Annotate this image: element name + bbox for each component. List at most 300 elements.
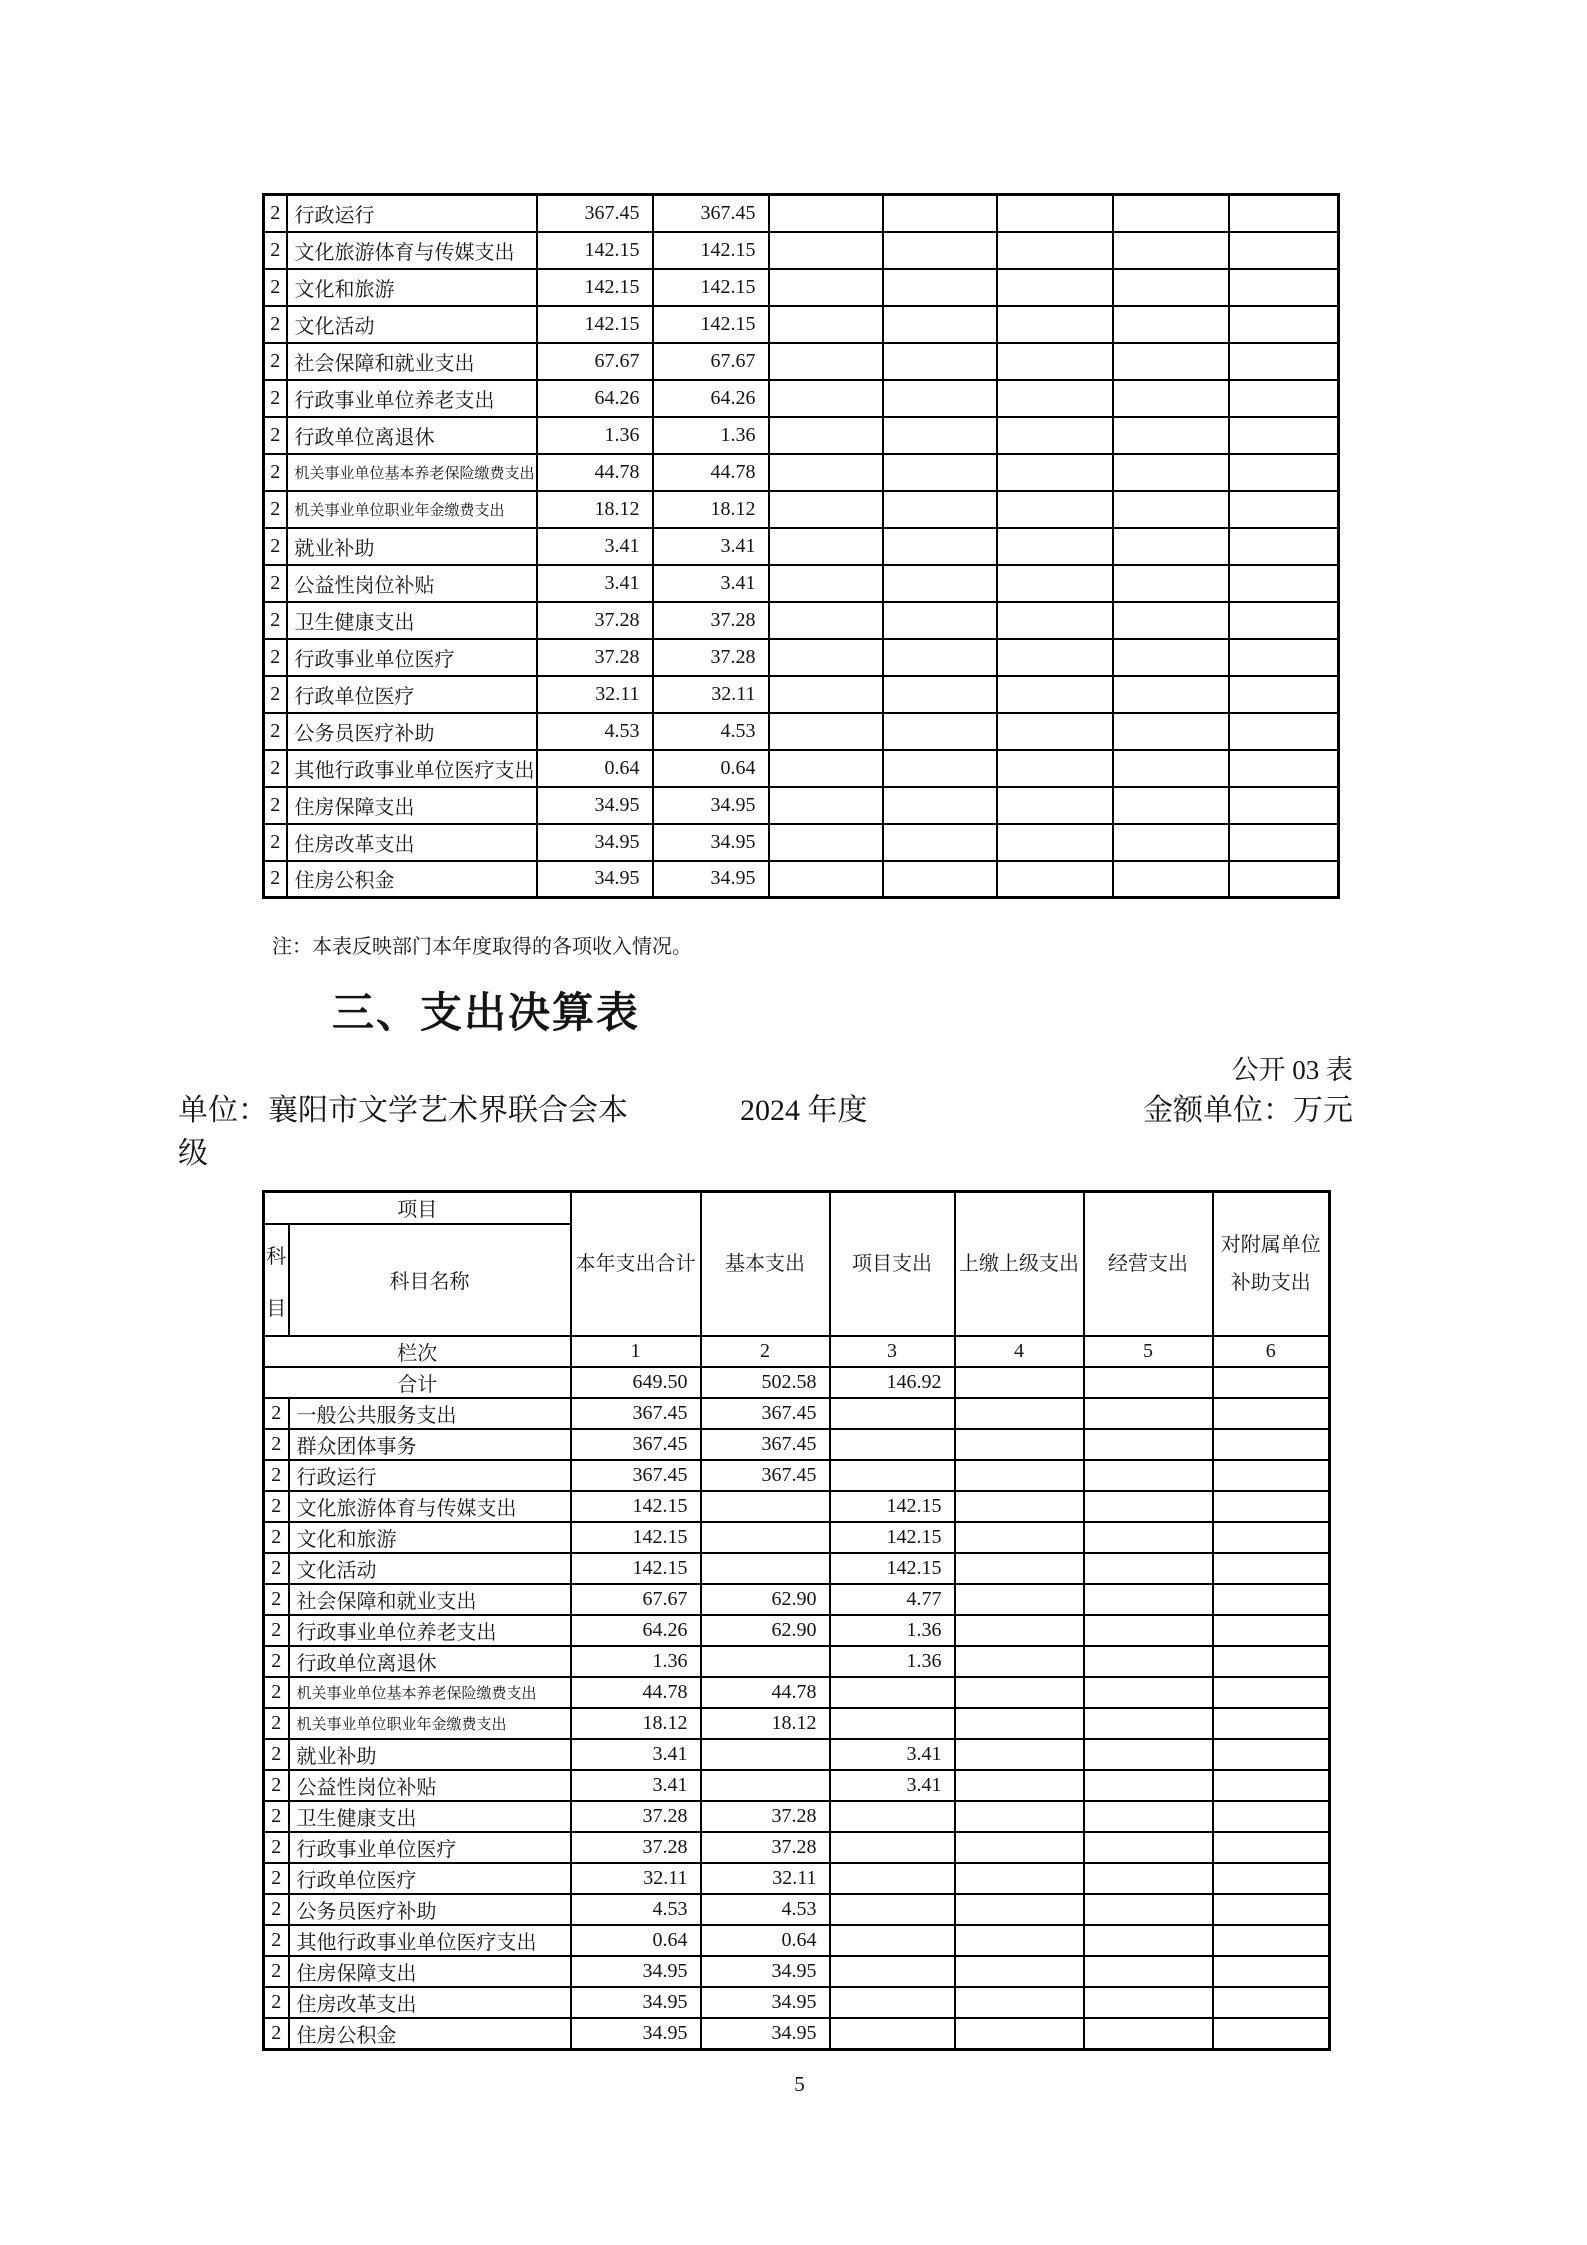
subject-code-cell: 2 (264, 1956, 289, 1987)
expenditure-value-cell: 142.15 (571, 1491, 701, 1522)
expenditure-value-cell: 34.95 (701, 1987, 830, 2018)
total-value-cell: 649.50 (571, 1367, 701, 1398)
empty-value-cell (997, 565, 1113, 602)
expenditure-value-cell: 1.36 (830, 1646, 955, 1677)
rank-label-cell: 栏次 (264, 1336, 571, 1367)
subject-code-cell: 2 (264, 1522, 289, 1553)
expenditure-value-cell (1213, 1708, 1330, 1739)
subject-code-cell: 2 (264, 565, 287, 602)
expenditure-value-cell: 3.41 (830, 1739, 955, 1770)
expenditure-value-cell: 37.28 (701, 1801, 830, 1832)
empty-value-cell (1229, 565, 1339, 602)
expenditure-value-cell (955, 1832, 1084, 1863)
expenditure-row (264, 1460, 1330, 1491)
expenditure-value-cell (955, 1739, 1084, 1770)
expenditure-row (264, 1739, 1330, 1770)
expenditure-value-cell (1084, 1398, 1213, 1429)
expenditure-value-cell (830, 1832, 955, 1863)
empty-value-cell (769, 269, 883, 306)
subject-name-cell: 行政事业单位医疗 (287, 639, 537, 676)
empty-value-cell (1229, 824, 1339, 861)
income-row (264, 454, 1339, 491)
expenditure-value-cell: 367.45 (701, 1398, 830, 1429)
empty-value-cell (1229, 380, 1339, 417)
empty-value-cell (997, 380, 1113, 417)
fiscal-income-cell: 142.15 (653, 306, 769, 343)
expenditure-value-cell (1213, 1460, 1330, 1491)
expenditure-row (264, 1708, 1330, 1739)
column-header-cell: 本年支出合计 (571, 1192, 701, 1336)
expenditure-value-cell (1084, 1646, 1213, 1677)
subject-code-cell: 2 (264, 1770, 289, 1801)
subject-name-cell: 住房保障支出 (287, 787, 537, 824)
expenditure-value-cell (955, 1646, 1084, 1677)
expenditure-value-cell (701, 1553, 830, 1584)
subject-code-cell: 2 (264, 787, 287, 824)
expenditure-row (264, 1429, 1330, 1460)
subject-code-header-cell: 科目 (264, 1224, 289, 1336)
income-row (264, 824, 1339, 861)
subject-code-cell: 2 (264, 195, 287, 232)
empty-value-cell (1113, 232, 1229, 269)
expenditure-value-cell (955, 1460, 1084, 1491)
empty-value-cell (1113, 195, 1229, 232)
expenditure-value-cell (955, 1770, 1084, 1801)
income-total-cell: 44.78 (537, 454, 653, 491)
expenditure-row (264, 1832, 1330, 1863)
empty-value-cell (997, 306, 1113, 343)
income-table-note: 注：本表反映部门本年度取得的各项收入情况。 (272, 936, 692, 958)
fiscal-income-cell: 1.36 (653, 417, 769, 454)
expenditure-value-cell (955, 1925, 1084, 1956)
empty-value-cell (1229, 269, 1339, 306)
empty-value-cell (1113, 454, 1229, 491)
empty-value-cell (1229, 491, 1339, 528)
expenditure-value-cell (955, 1398, 1084, 1429)
empty-value-cell (883, 713, 997, 750)
income-total-cell: 18.12 (537, 491, 653, 528)
expenditure-value-cell (955, 1708, 1084, 1739)
expenditure-value-cell (1084, 1677, 1213, 1708)
subject-code-cell: 2 (264, 306, 287, 343)
expenditure-value-cell (1213, 1491, 1330, 1522)
expenditure-value-cell (1084, 1708, 1213, 1739)
expenditure-value-cell: 142.15 (830, 1553, 955, 1584)
expenditure-value-cell (955, 1553, 1084, 1584)
subject-code-cell: 2 (264, 1708, 289, 1739)
expenditure-row (264, 1956, 1330, 1987)
expenditure-value-cell (955, 1429, 1084, 1460)
fiscal-income-cell: 34.95 (653, 861, 769, 898)
expenditure-value-cell (701, 1646, 830, 1677)
expenditure-value-cell (955, 1677, 1084, 1708)
income-row (264, 380, 1339, 417)
subject-code-cell: 2 (264, 2018, 289, 2050)
empty-value-cell (883, 639, 997, 676)
subject-name-cell: 文化和旅游 (287, 269, 537, 306)
empty-value-cell (1229, 306, 1339, 343)
subject-code-cell: 2 (264, 380, 287, 417)
expenditure-value-cell (1213, 1894, 1330, 1925)
subject-name-cell: 公务员医疗补助 (289, 1894, 571, 1925)
empty-value-cell (769, 787, 883, 824)
rank-row (264, 1336, 1330, 1367)
expenditure-row (264, 1987, 1330, 2018)
empty-value-cell (1113, 343, 1229, 380)
expenditure-value-cell (1084, 1739, 1213, 1770)
total-value-cell: 502.58 (701, 1367, 830, 1398)
form-number-label: 公开 03 表 (1231, 1055, 1353, 1085)
expenditure-value-cell (1084, 1956, 1213, 1987)
empty-value-cell (769, 380, 883, 417)
subject-name-header-cell: 科目名称 (289, 1224, 571, 1336)
empty-value-cell (883, 565, 997, 602)
empty-value-cell (997, 750, 1113, 787)
empty-value-cell (769, 565, 883, 602)
empty-value-cell (1113, 528, 1229, 565)
subject-name-cell: 文化和旅游 (289, 1522, 571, 1553)
empty-value-cell (1113, 491, 1229, 528)
empty-value-cell (1113, 602, 1229, 639)
empty-value-cell (1229, 195, 1339, 232)
expenditure-value-cell: 18.12 (571, 1708, 701, 1739)
empty-value-cell (769, 232, 883, 269)
empty-value-cell (883, 306, 997, 343)
income-total-cell: 142.15 (537, 232, 653, 269)
empty-value-cell (1229, 639, 1339, 676)
rank-number-cell: 4 (955, 1336, 1084, 1367)
fiscal-income-cell: 4.53 (653, 713, 769, 750)
expenditure-value-cell (955, 1584, 1084, 1615)
empty-value-cell (1229, 602, 1339, 639)
income-total-cell: 142.15 (537, 306, 653, 343)
subject-code-cell: 2 (264, 1863, 289, 1894)
subject-name-cell: 住房保障支出 (289, 1956, 571, 1987)
empty-value-cell (883, 343, 997, 380)
expenditure-value-cell: 44.78 (571, 1677, 701, 1708)
fiscal-income-cell: 32.11 (653, 676, 769, 713)
empty-value-cell (1229, 454, 1339, 491)
rank-number-cell: 3 (830, 1336, 955, 1367)
empty-value-cell (1229, 343, 1339, 380)
empty-value-cell (769, 713, 883, 750)
subject-name-cell: 公务员医疗补助 (287, 713, 537, 750)
subject-name-cell: 行政运行 (287, 195, 537, 232)
income-row (264, 195, 1339, 232)
subject-name-cell: 行政单位医疗 (287, 676, 537, 713)
expenditure-table (262, 1190, 1331, 2051)
expenditure-value-cell: 62.90 (701, 1615, 830, 1646)
empty-value-cell (1113, 269, 1229, 306)
subject-name-cell: 机关事业单位基本养老保险缴费支出 (287, 454, 537, 491)
empty-value-cell (883, 676, 997, 713)
empty-value-cell (883, 195, 997, 232)
empty-value-cell (883, 232, 997, 269)
subject-name-cell: 行政事业单位养老支出 (289, 1615, 571, 1646)
subject-name-cell: 行政事业单位养老支出 (287, 380, 537, 417)
subject-code-cell: 2 (264, 269, 287, 306)
empty-value-cell (769, 417, 883, 454)
empty-value-cell (883, 602, 997, 639)
subject-code-cell: 2 (264, 1925, 289, 1956)
fiscal-income-cell: 3.41 (653, 528, 769, 565)
empty-value-cell (997, 824, 1113, 861)
section-title: 三、支出决算表 (332, 989, 641, 1036)
expenditure-value-cell: 367.45 (571, 1398, 701, 1429)
income-row (264, 676, 1339, 713)
subject-code-cell: 2 (264, 639, 287, 676)
expenditure-value-cell: 44.78 (701, 1677, 830, 1708)
empty-value-cell (997, 454, 1113, 491)
expenditure-value-cell (1213, 1987, 1330, 2018)
income-total-cell: 0.64 (537, 750, 653, 787)
expenditure-value-cell (955, 2018, 1084, 2050)
subject-name-cell: 文化旅游体育与传媒支出 (287, 232, 537, 269)
empty-value-cell (997, 195, 1113, 232)
rank-number-cell: 2 (701, 1336, 830, 1367)
expenditure-value-cell (955, 1956, 1084, 1987)
expenditure-value-cell (701, 1770, 830, 1801)
expenditure-value-cell: 37.28 (701, 1832, 830, 1863)
total-label-cell: 合计 (264, 1367, 571, 1398)
expenditure-value-cell: 142.15 (830, 1522, 955, 1553)
expenditure-value-cell (701, 1522, 830, 1553)
income-total-cell: 67.67 (537, 343, 653, 380)
subject-name-cell: 行政单位离退休 (287, 417, 537, 454)
expenditure-value-cell (1213, 1615, 1330, 1646)
empty-value-cell (997, 861, 1113, 898)
expenditure-value-cell (1084, 1584, 1213, 1615)
subject-name-cell: 社会保障和就业支出 (287, 343, 537, 380)
rank-number-cell: 6 (1213, 1336, 1330, 1367)
expenditure-value-cell (1213, 1398, 1330, 1429)
expenditure-value-cell: 37.28 (571, 1832, 701, 1863)
subject-name-cell: 机关事业单位基本养老保险缴费支出 (289, 1677, 571, 1708)
expenditure-value-cell: 34.95 (571, 1956, 701, 1987)
unit-name-line2: 级 (178, 1137, 208, 1170)
empty-value-cell (769, 676, 883, 713)
expenditure-value-cell (1213, 1925, 1330, 1956)
empty-value-cell (1229, 750, 1339, 787)
expenditure-value-cell: 3.41 (571, 1770, 701, 1801)
expenditure-value-cell: 142.15 (571, 1553, 701, 1584)
subject-name-cell: 行政事业单位医疗 (289, 1832, 571, 1863)
empty-value-cell (1113, 824, 1229, 861)
subject-code-cell: 2 (264, 713, 287, 750)
empty-value-cell (1113, 639, 1229, 676)
expenditure-value-cell (830, 1677, 955, 1708)
expenditure-value-cell: 34.95 (701, 1956, 830, 1987)
empty-value-cell (883, 528, 997, 565)
subject-code-cell: 2 (264, 1832, 289, 1863)
subject-name-cell: 公益性岗位补贴 (287, 565, 537, 602)
subject-code-cell: 2 (264, 1398, 289, 1429)
empty-value-cell (769, 602, 883, 639)
total-value-cell (1084, 1367, 1213, 1398)
empty-value-cell (997, 787, 1113, 824)
expenditure-value-cell (955, 1522, 1084, 1553)
empty-value-cell (769, 861, 883, 898)
expenditure-value-cell (955, 1894, 1084, 1925)
empty-value-cell (883, 380, 997, 417)
income-row (264, 861, 1339, 898)
expenditure-row (264, 2018, 1330, 2050)
subject-name-cell: 卫生健康支出 (289, 1801, 571, 1832)
empty-value-cell (769, 306, 883, 343)
expenditure-value-cell (1213, 1956, 1330, 1987)
empty-value-cell (997, 491, 1113, 528)
subject-code-cell: 2 (264, 528, 287, 565)
project-header-cell: 项目 (264, 1192, 571, 1224)
income-total-cell: 34.95 (537, 824, 653, 861)
empty-value-cell (997, 232, 1113, 269)
subject-name-cell: 机关事业单位职业年金缴费支出 (289, 1708, 571, 1739)
subject-code-cell: 2 (264, 1646, 289, 1677)
subject-code-cell: 2 (264, 676, 287, 713)
expenditure-value-cell (830, 1460, 955, 1491)
expenditure-value-cell (1084, 1615, 1213, 1646)
income-row (264, 232, 1339, 269)
rank-number-cell: 1 (571, 1336, 701, 1367)
unit-name-line1: 单位：襄阳市文学艺术界联合会本 (178, 1094, 628, 1127)
empty-value-cell (997, 269, 1113, 306)
expenditure-value-cell: 32.11 (571, 1863, 701, 1894)
income-row (264, 713, 1339, 750)
expenditure-value-cell: 367.45 (571, 1429, 701, 1460)
income-row (264, 269, 1339, 306)
expenditure-value-cell (955, 1863, 1084, 1894)
empty-value-cell (1113, 306, 1229, 343)
empty-value-cell (997, 639, 1113, 676)
expenditure-value-cell (701, 1491, 830, 1522)
fiscal-income-cell: 37.28 (653, 602, 769, 639)
rank-number-cell: 5 (1084, 1336, 1213, 1367)
empty-value-cell (1113, 750, 1229, 787)
expenditure-value-cell (1213, 1553, 1330, 1584)
expenditure-value-cell (701, 1739, 830, 1770)
total-value-cell (1213, 1367, 1330, 1398)
subject-name-cell: 公益性岗位补贴 (289, 1770, 571, 1801)
income-row (264, 491, 1339, 528)
amount-unit-label: 金额单位：万元 (1143, 1094, 1353, 1127)
expenditure-row (264, 1925, 1330, 1956)
expenditure-value-cell (1084, 1801, 1213, 1832)
expenditure-value-cell (1084, 1429, 1213, 1460)
expenditure-value-cell: 367.45 (701, 1429, 830, 1460)
expenditure-value-cell (1084, 1460, 1213, 1491)
subject-code-cell: 2 (264, 232, 287, 269)
fiscal-income-cell: 142.15 (653, 232, 769, 269)
fiscal-income-cell: 142.15 (653, 269, 769, 306)
subject-code-cell: 2 (264, 417, 287, 454)
income-row (264, 602, 1339, 639)
income-row (264, 639, 1339, 676)
empty-value-cell (883, 454, 997, 491)
expenditure-value-cell: 32.11 (701, 1863, 830, 1894)
empty-value-cell (1113, 417, 1229, 454)
expenditure-value-cell (955, 1801, 1084, 1832)
expenditure-value-cell (830, 1956, 955, 1987)
income-row (264, 306, 1339, 343)
empty-value-cell (883, 861, 997, 898)
subject-name-cell: 行政单位离退休 (289, 1646, 571, 1677)
expenditure-value-cell (1084, 1553, 1213, 1584)
empty-value-cell (1229, 713, 1339, 750)
expenditure-value-cell: 1.36 (830, 1615, 955, 1646)
expenditure-value-cell (830, 1429, 955, 1460)
empty-value-cell (1229, 232, 1339, 269)
expenditure-value-cell (830, 1708, 955, 1739)
expenditure-value-cell (830, 1398, 955, 1429)
subject-code-cell: 2 (264, 602, 287, 639)
subject-code-cell: 2 (264, 1801, 289, 1832)
empty-value-cell (883, 491, 997, 528)
expenditure-value-cell: 18.12 (701, 1708, 830, 1739)
expenditure-value-cell: 67.67 (571, 1584, 701, 1615)
expenditure-value-cell (1213, 1832, 1330, 1863)
expenditure-value-cell: 37.28 (571, 1801, 701, 1832)
empty-value-cell (1229, 417, 1339, 454)
empty-value-cell (883, 269, 997, 306)
income-total-cell: 3.41 (537, 528, 653, 565)
expenditure-value-cell (1084, 1491, 1213, 1522)
expenditure-value-cell: 142.15 (571, 1522, 701, 1553)
subject-name-cell: 文化活动 (289, 1553, 571, 1584)
empty-value-cell (1229, 528, 1339, 565)
subject-name-cell: 其他行政事业单位医疗支出 (289, 1925, 571, 1956)
income-total-cell: 34.95 (537, 861, 653, 898)
expenditure-value-cell: 4.77 (830, 1584, 955, 1615)
subject-name-cell: 住房改革支出 (289, 1987, 571, 2018)
subject-name-cell: 一般公共服务支出 (289, 1398, 571, 1429)
empty-value-cell (1113, 861, 1229, 898)
expenditure-value-cell (955, 1615, 1084, 1646)
income-row (264, 787, 1339, 824)
expenditure-value-cell: 142.15 (830, 1491, 955, 1522)
expenditure-value-cell (1213, 1863, 1330, 1894)
fiscal-income-cell: 64.26 (653, 380, 769, 417)
header-row-project (264, 1192, 1330, 1224)
empty-value-cell (1113, 713, 1229, 750)
empty-value-cell (769, 528, 883, 565)
subject-name-cell: 卫生健康支出 (287, 602, 537, 639)
fiscal-income-cell: 34.95 (653, 824, 769, 861)
expenditure-value-cell (830, 2018, 955, 2050)
fiscal-income-cell: 3.41 (653, 565, 769, 602)
fiscal-income-cell: 367.45 (653, 195, 769, 232)
subject-name-cell: 住房公积金 (289, 2018, 571, 2050)
subject-code-cell: 2 (264, 1553, 289, 1584)
income-table-continuation (262, 193, 1340, 899)
column-header-cell: 基本支出 (701, 1192, 830, 1336)
expenditure-value-cell (1084, 2018, 1213, 2050)
empty-value-cell (997, 676, 1113, 713)
column-header-cell: 经营支出 (1084, 1192, 1213, 1336)
expenditure-value-cell (1213, 1584, 1330, 1615)
subject-name-cell: 机关事业单位职业年金缴费支出 (287, 491, 537, 528)
total-value-cell (955, 1367, 1084, 1398)
fiscal-income-cell: 18.12 (653, 491, 769, 528)
income-row (264, 565, 1339, 602)
subject-code-cell: 2 (264, 1987, 289, 2018)
empty-value-cell (997, 528, 1113, 565)
income-total-cell: 32.11 (537, 676, 653, 713)
subject-code-cell: 2 (264, 1460, 289, 1491)
subject-code-cell: 2 (264, 1429, 289, 1460)
empty-value-cell (769, 491, 883, 528)
empty-value-cell (769, 195, 883, 232)
fiscal-income-cell: 34.95 (653, 787, 769, 824)
